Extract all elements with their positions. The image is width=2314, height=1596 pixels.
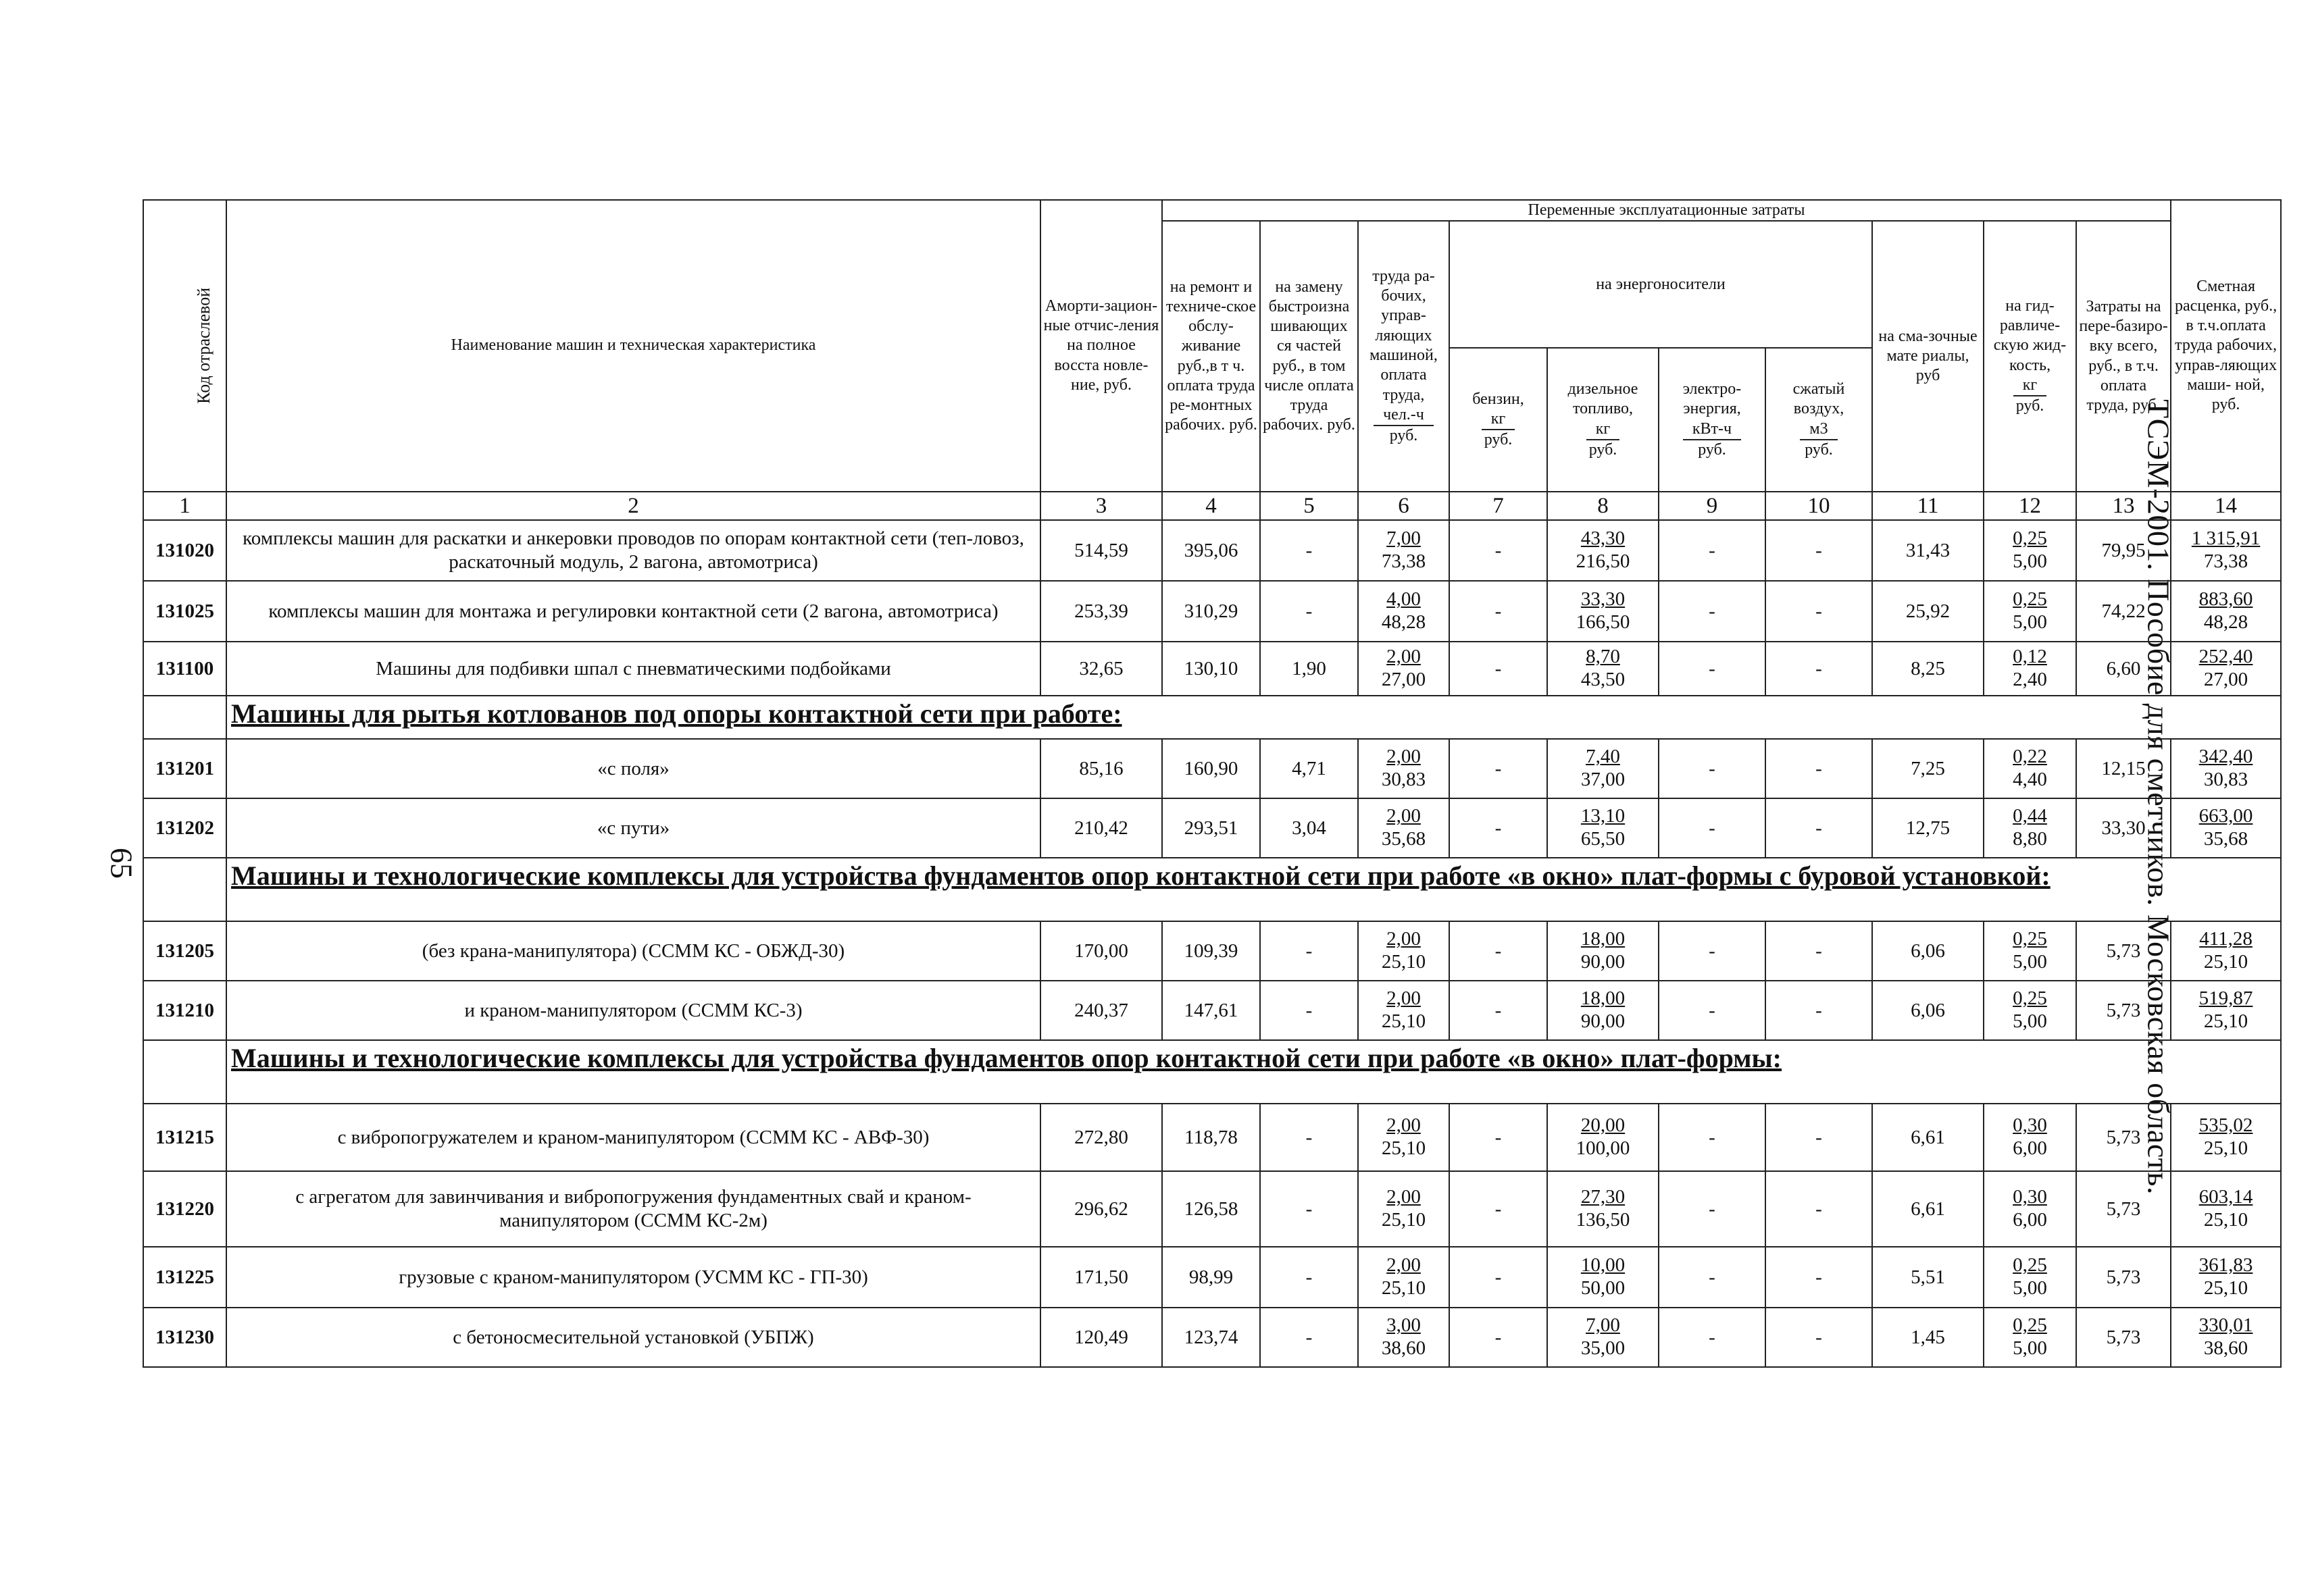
estimate-value: $\frac{883,60}{48,28}$ xyxy=(2171,581,2281,642)
compressed-air-value: - xyxy=(1765,581,1872,642)
header-hydraulic: на гид-равличе-скую жид-кость, кг руб. xyxy=(1984,221,2076,492)
header-amortization: Аморти-зацион-ные отчис-ления на полное восста новле-ние, руб. xyxy=(1040,200,1162,492)
amortization-value: 170,00 xyxy=(1040,921,1162,981)
header-compressed-air: сжатый воздух, м3 руб. xyxy=(1765,348,1872,492)
section-row xyxy=(143,1040,2281,1104)
col-number: 8 xyxy=(1547,492,1659,520)
hydraulic-value: $\frac{0,25}{5,00}$ xyxy=(1984,981,2076,1040)
estimate-value: $\frac{1 315,91}{73,38}$ xyxy=(2171,520,2281,581)
relocation-value: 5,73 xyxy=(2076,981,2171,1040)
electricity-value: - xyxy=(1659,1171,1765,1247)
petrol-value: - xyxy=(1449,981,1547,1040)
table-row xyxy=(143,520,2281,581)
col-number: 11 xyxy=(1872,492,1984,520)
col-number: 1 xyxy=(143,492,226,520)
amortization-value: 272,80 xyxy=(1040,1104,1162,1171)
labor-value: $\frac{2,00}{25,10}$ xyxy=(1358,981,1449,1040)
lubricants-value: 8,25 xyxy=(1872,642,1984,696)
petrol-value: - xyxy=(1449,921,1547,981)
labor-value: $\frac{2,00}{25,10}$ xyxy=(1358,1247,1449,1308)
parts-value: - xyxy=(1260,1308,1358,1367)
header-petrol: бензин, кг руб. xyxy=(1449,348,1547,492)
table-row xyxy=(143,981,2281,1040)
lubricants-value: 6,06 xyxy=(1872,981,1984,1040)
header-electricity: электро-энергия, кВт-ч руб. xyxy=(1659,348,1765,492)
electricity-value: - xyxy=(1659,642,1765,696)
electricity-value: - xyxy=(1659,1247,1765,1308)
estimate-value: $\frac{252,40}{27,00}$ xyxy=(2171,642,2281,696)
repair-value: 126,58 xyxy=(1162,1171,1260,1247)
repair-value: 118,78 xyxy=(1162,1104,1260,1171)
petrol-value: - xyxy=(1449,1308,1547,1367)
parts-value: - xyxy=(1260,1171,1358,1247)
header-parts: на замену быстроизна шивающих ся частей руб., в том числе оплата труда рабочих. руб. xyxy=(1260,221,1358,492)
machine-name: комплексы машин для монтажа и регулировки контактной сети (2 вагона, автомотриса) xyxy=(226,581,1040,642)
parts-value: 4,71 xyxy=(1260,739,1358,798)
hydraulic-value: $\frac{0,25}{5,00}$ xyxy=(1984,520,2076,581)
col-number: 7 xyxy=(1449,492,1547,520)
col-number: 12 xyxy=(1984,492,2076,520)
petrol-value: - xyxy=(1449,1104,1547,1171)
machine-code: 131025 xyxy=(143,581,226,642)
machine-code: 131210 xyxy=(143,981,226,1040)
relocation-value: 74,22 xyxy=(2076,581,2171,642)
header-variable-costs: Переменные эксплуатационные затраты xyxy=(1162,200,2171,221)
document-side-title: ТСЭМ-2001. Пособие для сметчиков. Московская область. xyxy=(2141,399,2176,1195)
amortization-value: 120,49 xyxy=(1040,1308,1162,1367)
hydraulic-value: $\frac{0,25}{5,00}$ xyxy=(1984,1308,2076,1367)
header-row-1 xyxy=(143,200,2281,221)
lubricants-value: 1,45 xyxy=(1872,1308,1984,1367)
compressed-air-value: - xyxy=(1765,1308,1872,1367)
electricity-value: - xyxy=(1659,581,1765,642)
electricity-value: - xyxy=(1659,1104,1765,1171)
repair-value: 147,61 xyxy=(1162,981,1260,1040)
col-number: 4 xyxy=(1162,492,1260,520)
machine-code: 131230 xyxy=(143,1308,226,1367)
petrol-value: - xyxy=(1449,642,1547,696)
electricity-value: - xyxy=(1659,981,1765,1040)
table-row xyxy=(143,921,2281,981)
hydraulic-value: $\frac{0,30}{6,00}$ xyxy=(1984,1171,2076,1247)
compressed-air-value: - xyxy=(1765,1171,1872,1247)
electricity-value: - xyxy=(1659,798,1765,858)
table-row xyxy=(143,1308,2281,1367)
diesel-value: $\frac{7,40}{37,00}$ xyxy=(1547,739,1659,798)
col-number: 6 xyxy=(1358,492,1449,520)
section-code-cell xyxy=(143,1040,226,1104)
section-row xyxy=(143,696,2281,739)
lubricants-value: 12,75 xyxy=(1872,798,1984,858)
page-number: 65 xyxy=(104,848,139,879)
machine-name: грузовые с краном-манипулятором (УСММ КС - ГП-30) xyxy=(226,1247,1040,1308)
machine-name: с агрегатом для завинчивания и вибропогружения фундаментных свай и краном- манипулятором (ССММ КС-2м) xyxy=(226,1171,1040,1247)
relocation-value: 12,15 xyxy=(2076,739,2171,798)
diesel-value: $\frac{27,30}{136,50}$ xyxy=(1547,1171,1659,1247)
compressed-air-value: - xyxy=(1765,1247,1872,1308)
col-number: 13 xyxy=(2076,492,2171,520)
header-estimate: Сметная расценка, руб., в т.ч.оплата труда рабочих, управ-ляющих маши- ной, руб. xyxy=(2171,200,2281,492)
machine-name: «с поля» xyxy=(226,739,1040,798)
compressed-air-value: - xyxy=(1765,921,1872,981)
labor-value: $\frac{2,00}{25,10}$ xyxy=(1358,1171,1449,1247)
machine-code: 131220 xyxy=(143,1171,226,1247)
estimate-value: $\frac{603,14}{25,10}$ xyxy=(2171,1171,2281,1247)
relocation-value: 6,60 xyxy=(2076,642,2171,696)
labor-value: $\frac{2,00}{35,68}$ xyxy=(1358,798,1449,858)
labor-value: $\frac{7,00}{73,38}$ xyxy=(1358,520,1449,581)
col-number: 9 xyxy=(1659,492,1765,520)
diesel-value: $\frac{18,00}{90,00}$ xyxy=(1547,921,1659,981)
estimate-value: $\frac{519,87}{25,10}$ xyxy=(2171,981,2281,1040)
repair-value: 160,90 xyxy=(1162,739,1260,798)
relocation-value: 5,73 xyxy=(2076,1308,2171,1367)
labor-value: $\frac{2,00}{30,83}$ xyxy=(1358,739,1449,798)
repair-value: 310,29 xyxy=(1162,581,1260,642)
compressed-air-value: - xyxy=(1765,1104,1872,1171)
machine-name: (без крана-манипулятора) (ССММ КС - ОБЖД-30) xyxy=(226,921,1040,981)
parts-value: - xyxy=(1260,921,1358,981)
lubricants-value: 31,43 xyxy=(1872,520,1984,581)
petrol-value: - xyxy=(1449,739,1547,798)
petrol-value: - xyxy=(1449,520,1547,581)
relocation-value: 33,30 xyxy=(2076,798,2171,858)
repair-value: 395,06 xyxy=(1162,520,1260,581)
col-number: 10 xyxy=(1765,492,1872,520)
col-number: 14 xyxy=(2171,492,2281,520)
estimate-value: $\frac{663,00}{35,68}$ xyxy=(2171,798,2281,858)
header-lubricants: на сма-зочные мате риалы, руб xyxy=(1872,221,1984,492)
amortization-value: 253,39 xyxy=(1040,581,1162,642)
amortization-value: 171,50 xyxy=(1040,1247,1162,1308)
repair-value: 109,39 xyxy=(1162,921,1260,981)
electricity-value: - xyxy=(1659,520,1765,581)
table-row xyxy=(143,1171,2281,1247)
lubricants-value: 6,06 xyxy=(1872,921,1984,981)
amortization-value: 32,65 xyxy=(1040,642,1162,696)
petrol-value: - xyxy=(1449,581,1547,642)
header-labor: труда ра-бочих, управ-ляющих машиной, оплата труда, чел.-ч руб. xyxy=(1358,221,1449,492)
labor-value: $\frac{2,00}{27,00}$ xyxy=(1358,642,1449,696)
lubricants-value: 6,61 xyxy=(1872,1104,1984,1171)
header-repair: на ремонт и техниче-ское обслу-живание руб.,в т ч. оплата труда ре-монтных рабочих. руб. xyxy=(1162,221,1260,492)
diesel-value: $\frac{13,10}{65,50}$ xyxy=(1547,798,1659,858)
lubricants-value: 5,51 xyxy=(1872,1247,1984,1308)
header-diesel: дизельное топливо, кг руб. xyxy=(1547,348,1659,492)
machine-name: комплексы машин для раскатки и анкеровки проводов по опорам контактной сети (теп-ловоз, раскаточный модуль, 2 вагона, автомотриса) xyxy=(226,520,1040,581)
electricity-value: - xyxy=(1659,739,1765,798)
section-code-cell xyxy=(143,696,226,739)
section-heading: Машины и технологические комплексы для устройства фундаментов опор контактной сети при работе «в окно» плат-формы: xyxy=(226,1040,2281,1104)
amortization-value: 85,16 xyxy=(1040,739,1162,798)
machine-code: 131020 xyxy=(143,520,226,581)
parts-value: 3,04 xyxy=(1260,798,1358,858)
diesel-value: $\frac{33,30}{166,50}$ xyxy=(1547,581,1659,642)
estimate-value: $\frac{411,28}{25,10}$ xyxy=(2171,921,2281,981)
section-code-cell xyxy=(143,858,226,921)
parts-value: - xyxy=(1260,1104,1358,1171)
relocation-value: 5,73 xyxy=(2076,1171,2171,1247)
hydraulic-value: $\frac{0,12}{2,40}$ xyxy=(1984,642,2076,696)
compressed-air-value: - xyxy=(1765,520,1872,581)
amortization-value: 240,37 xyxy=(1040,981,1162,1040)
compressed-air-value: - xyxy=(1765,739,1872,798)
labor-value: $\frac{4,00}{48,28}$ xyxy=(1358,581,1449,642)
hydraulic-value: $\frac{0,25}{5,00}$ xyxy=(1984,581,2076,642)
table-row xyxy=(143,798,2281,858)
machine-name: с вибропогружателем и краном-манипулятором (ССММ КС - АВФ-30) xyxy=(226,1104,1040,1171)
estimate-value: $\frac{361,83}{25,10}$ xyxy=(2171,1247,2281,1308)
machine-code: 131201 xyxy=(143,739,226,798)
hydraulic-value: $\frac{0,25}{5,00}$ xyxy=(1984,921,2076,981)
amortization-value: 296,62 xyxy=(1040,1171,1162,1247)
machine-name: «с пути» xyxy=(226,798,1040,858)
diesel-value: $\frac{20,00}{100,00}$ xyxy=(1547,1104,1659,1171)
header-energy: на энергоносители xyxy=(1449,221,1872,348)
col-number: 2 xyxy=(226,492,1040,520)
relocation-value: 5,73 xyxy=(2076,1247,2171,1308)
header-code: Код отраслевой xyxy=(143,200,226,492)
hydraulic-value: $\frac{0,25}{5,00}$ xyxy=(1984,1247,2076,1308)
labor-value: $\frac{2,00}{25,10}$ xyxy=(1358,1104,1449,1171)
machine-code: 131215 xyxy=(143,1104,226,1171)
relocation-value: 5,73 xyxy=(2076,1104,2171,1171)
parts-value: - xyxy=(1260,1247,1358,1308)
parts-value: - xyxy=(1260,520,1358,581)
diesel-value: $\frac{18,00}{90,00}$ xyxy=(1547,981,1659,1040)
diesel-value: $\frac{7,00}{35,00}$ xyxy=(1547,1308,1659,1367)
machine-code: 131202 xyxy=(143,798,226,858)
repair-value: 123,74 xyxy=(1162,1308,1260,1367)
estimate-value: $\frac{330,01}{38,60}$ xyxy=(2171,1308,2281,1367)
machine-code: 131225 xyxy=(143,1247,226,1308)
lubricants-value: 7,25 xyxy=(1872,739,1984,798)
hydraulic-value: $\frac{0,22}{4,40}$ xyxy=(1984,739,2076,798)
parts-value: 1,90 xyxy=(1260,642,1358,696)
electricity-value: - xyxy=(1659,921,1765,981)
amortization-value: 210,42 xyxy=(1040,798,1162,858)
compressed-air-value: - xyxy=(1765,798,1872,858)
lubricants-value: 25,92 xyxy=(1872,581,1984,642)
col-number: 3 xyxy=(1040,492,1162,520)
repair-value: 98,99 xyxy=(1162,1247,1260,1308)
hydraulic-value: $\frac{0,30}{6,00}$ xyxy=(1984,1104,2076,1171)
repair-value: 293,51 xyxy=(1162,798,1260,858)
machine-name: с бетоносмесительной установкой (УБПЖ) xyxy=(226,1308,1040,1367)
table-row xyxy=(143,642,2281,696)
relocation-value: 5,73 xyxy=(2076,921,2171,981)
table-row xyxy=(143,739,2281,798)
petrol-value: - xyxy=(1449,798,1547,858)
petrol-value: - xyxy=(1449,1247,1547,1308)
table-row xyxy=(143,581,2281,642)
amortization-value: 514,59 xyxy=(1040,520,1162,581)
electricity-value: - xyxy=(1659,1308,1765,1367)
column-number-row xyxy=(143,492,2281,520)
relocation-value: 79,95 xyxy=(2076,520,2171,581)
header-relocation: Затраты на пере-базиро-вку всего, руб., в т.ч. оплата труда, руб. xyxy=(2076,221,2171,492)
machine-code: 131100 xyxy=(143,642,226,696)
section-heading: Машины и технологические комплексы для устройства фундаментов опор контактной сети при работе «в окно» плат-формы с буровой установкой: xyxy=(226,858,2281,921)
estimate-value: $\frac{535,02}{25,10}$ xyxy=(2171,1104,2281,1171)
section-row xyxy=(143,858,2281,921)
table-row xyxy=(143,1247,2281,1308)
table-row xyxy=(143,1104,2281,1171)
compressed-air-value: - xyxy=(1765,642,1872,696)
parts-value: - xyxy=(1260,981,1358,1040)
section-heading: Машины для рытья котлованов под опоры контактной сети при работе: xyxy=(226,696,2281,739)
col-number: 5 xyxy=(1260,492,1358,520)
parts-value: - xyxy=(1260,581,1358,642)
machine-name: и краном-манипулятором (ССММ КС-3) xyxy=(226,981,1040,1040)
machine-code: 131205 xyxy=(143,921,226,981)
labor-value: $\frac{3,00}{38,60}$ xyxy=(1358,1308,1449,1367)
labor-value: $\frac{2,00}{25,10}$ xyxy=(1358,921,1449,981)
machine-name: Машины для подбивки шпал с пневматическими подбойками xyxy=(226,642,1040,696)
petrol-value: - xyxy=(1449,1171,1547,1247)
repair-value: 130,10 xyxy=(1162,642,1260,696)
hydraulic-value: $\frac{0,44}{8,80}$ xyxy=(1984,798,2076,858)
header-name: Наименование машин и техническая характеристика xyxy=(226,200,1040,492)
diesel-value: $\frac{43,30}{216,50}$ xyxy=(1547,520,1659,581)
diesel-value: $\frac{10,00}{50,00}$ xyxy=(1547,1247,1659,1308)
estimate-value: $\frac{342,40}{30,83}$ xyxy=(2171,739,2281,798)
diesel-value: $\frac{8,70}{43,50}$ xyxy=(1547,642,1659,696)
compressed-air-value: - xyxy=(1765,981,1872,1040)
lubricants-value: 6,61 xyxy=(1872,1171,1984,1247)
machines-cost-table xyxy=(143,199,2282,1368)
